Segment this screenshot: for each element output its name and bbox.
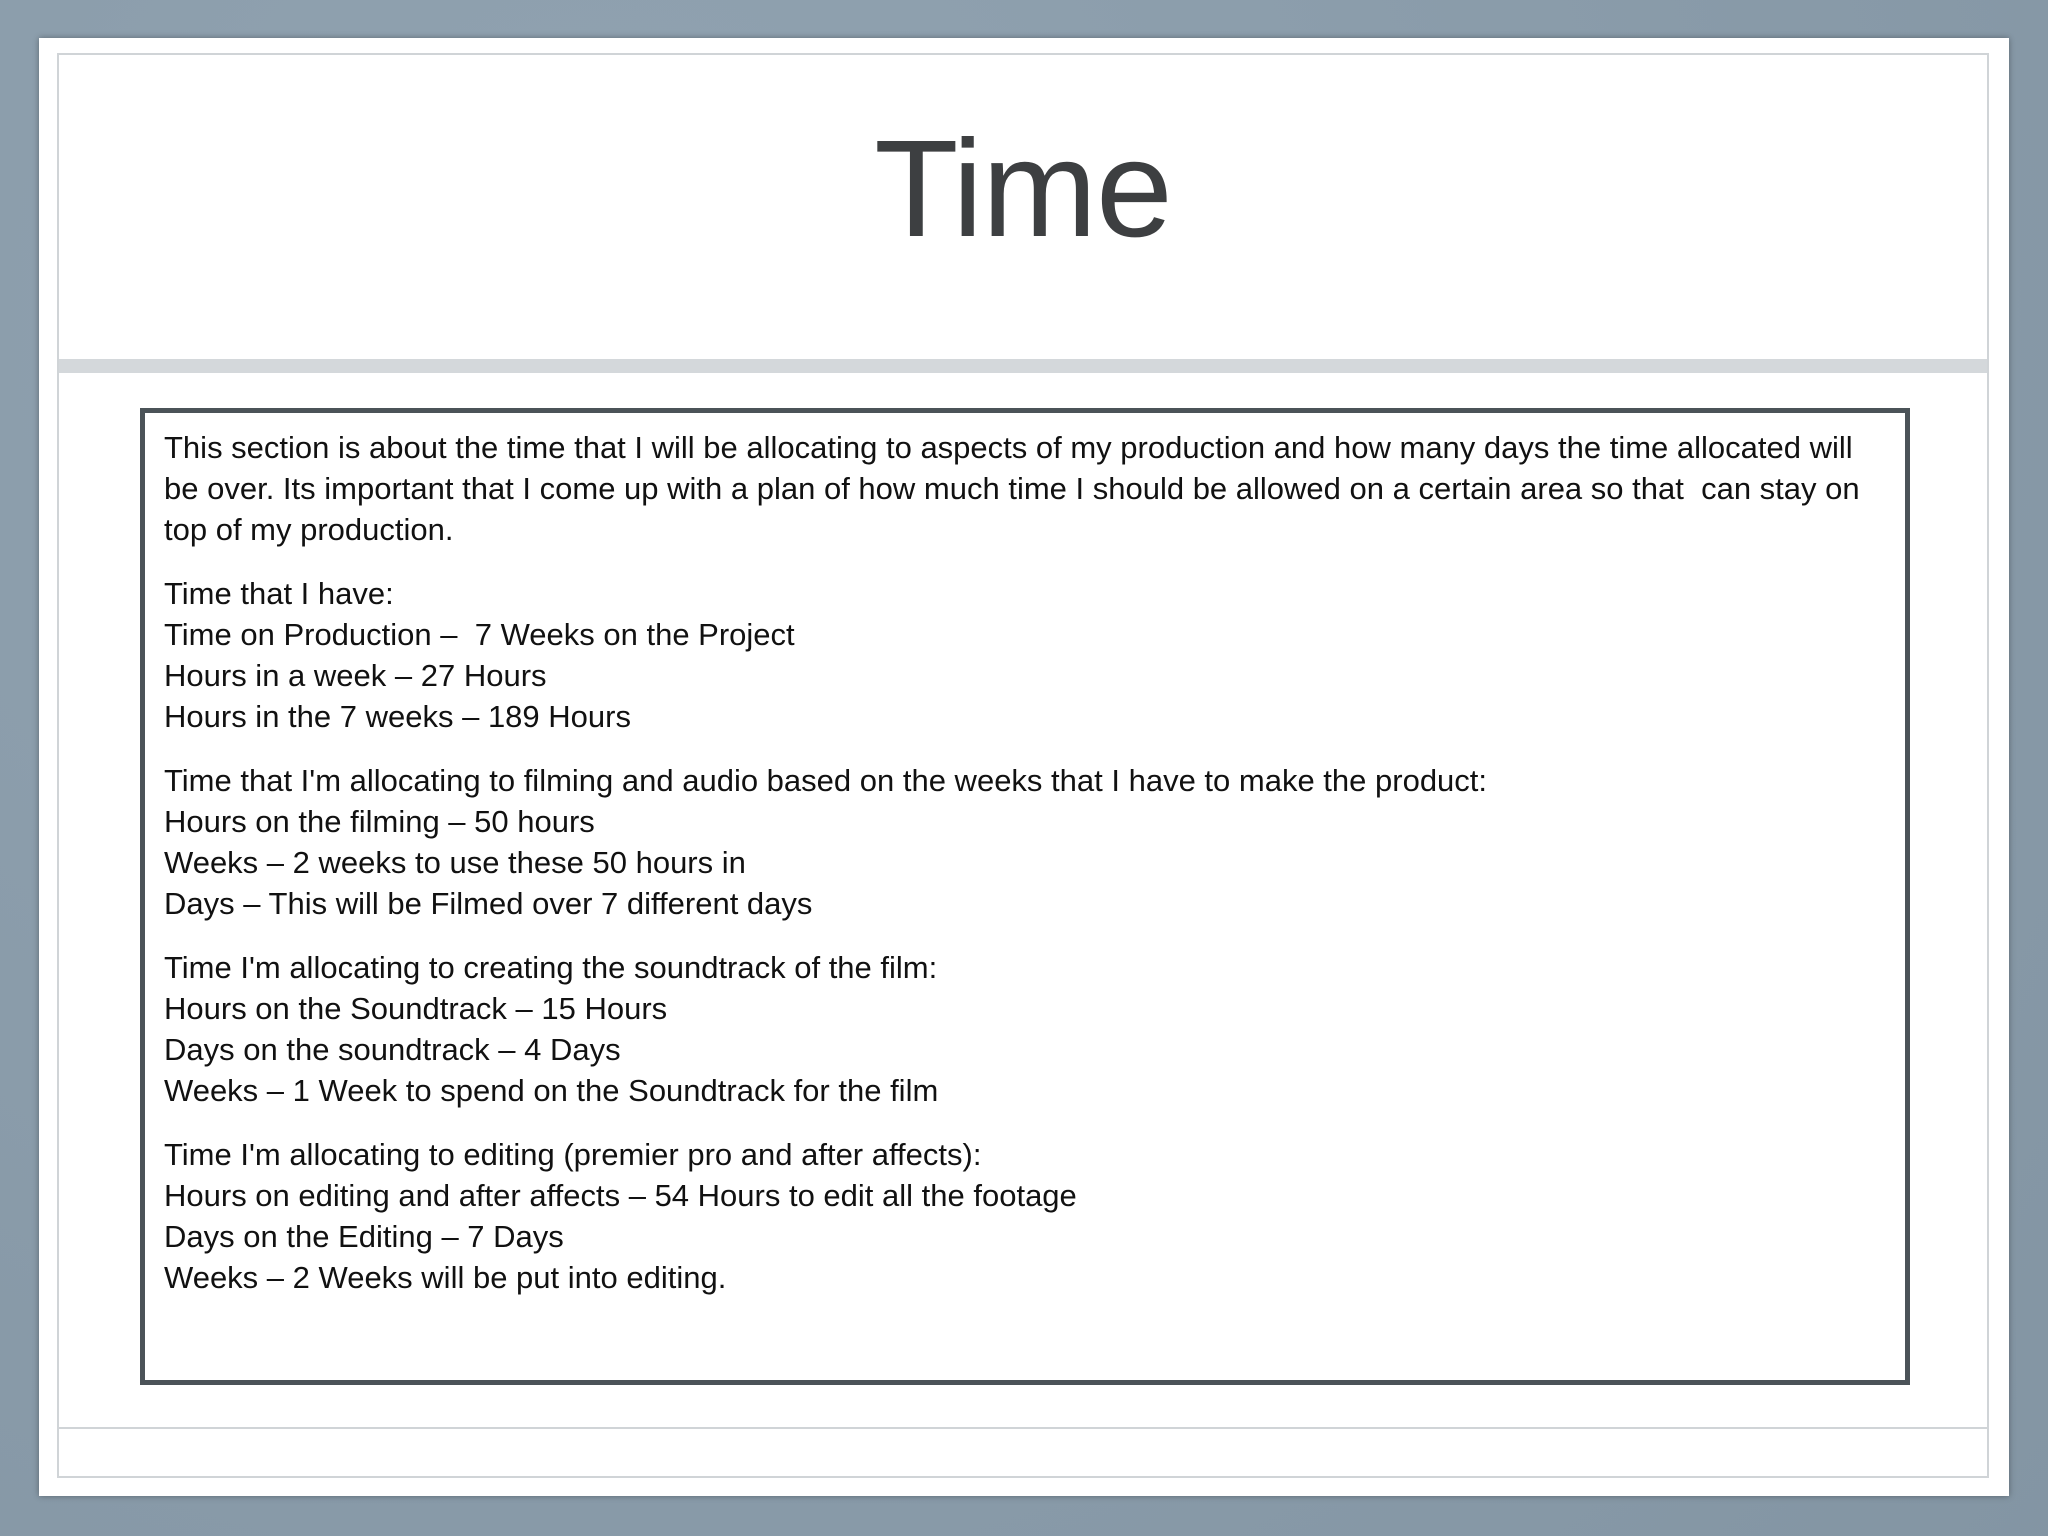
section-heading: Time that I have: [164, 576, 394, 611]
section-line: Hours on the filming – 50 hours [164, 804, 595, 839]
slide-title: Time [874, 112, 1172, 266]
content-text-box [140, 408, 1910, 1385]
section-heading: Time I'm allocating to creating the soundtrack of the film: [164, 950, 938, 985]
section-line: Hours in the 7 weeks – 189 Hours [164, 699, 631, 734]
section-line: Weeks – 2 weeks to use these 50 hours in [164, 845, 746, 880]
section-heading: Time I'm allocating to editing (premier pro and after affects): [164, 1137, 982, 1172]
section-heading: Time that I'm allocating to filming and audio based on the weeks that I have to make the product: [164, 763, 1488, 798]
section-line: Weeks – 1 Week to spend on the Soundtrack for the film [164, 1073, 939, 1108]
section-filming [164, 760, 1886, 924]
section-soundtrack [164, 947, 1886, 1111]
section-line: Days on the Editing – 7 Days [164, 1219, 564, 1254]
section-editing [164, 1134, 1886, 1298]
section-line: Weeks – 2 Weeks will be put into editing. [164, 1260, 727, 1295]
intro-paragraph: This section is about the time that I will be allocating to aspects of my production and how many days the time allocated will be over. Its important that I come up with a plan of how much time I should be allowed on a certain area so that can stay on top of my production. [164, 430, 1869, 547]
section-line: Hours on editing and after affects – 54 Hours to edit all the footage [164, 1178, 1077, 1213]
section-line: Time on Production – 7 Weeks on the Project [164, 617, 795, 652]
section-line: Days on the soundtrack – 4 Days [164, 1032, 621, 1067]
title-divider [59, 359, 1987, 373]
section-time-available [164, 573, 1886, 737]
footer-divider [59, 1427, 1987, 1429]
section-line: Days – This will be Filmed over 7 different days [164, 886, 813, 921]
section-line: Hours in a week – 27 Hours [164, 658, 547, 693]
section-line: Hours on the Soundtrack – 15 Hours [164, 991, 668, 1026]
